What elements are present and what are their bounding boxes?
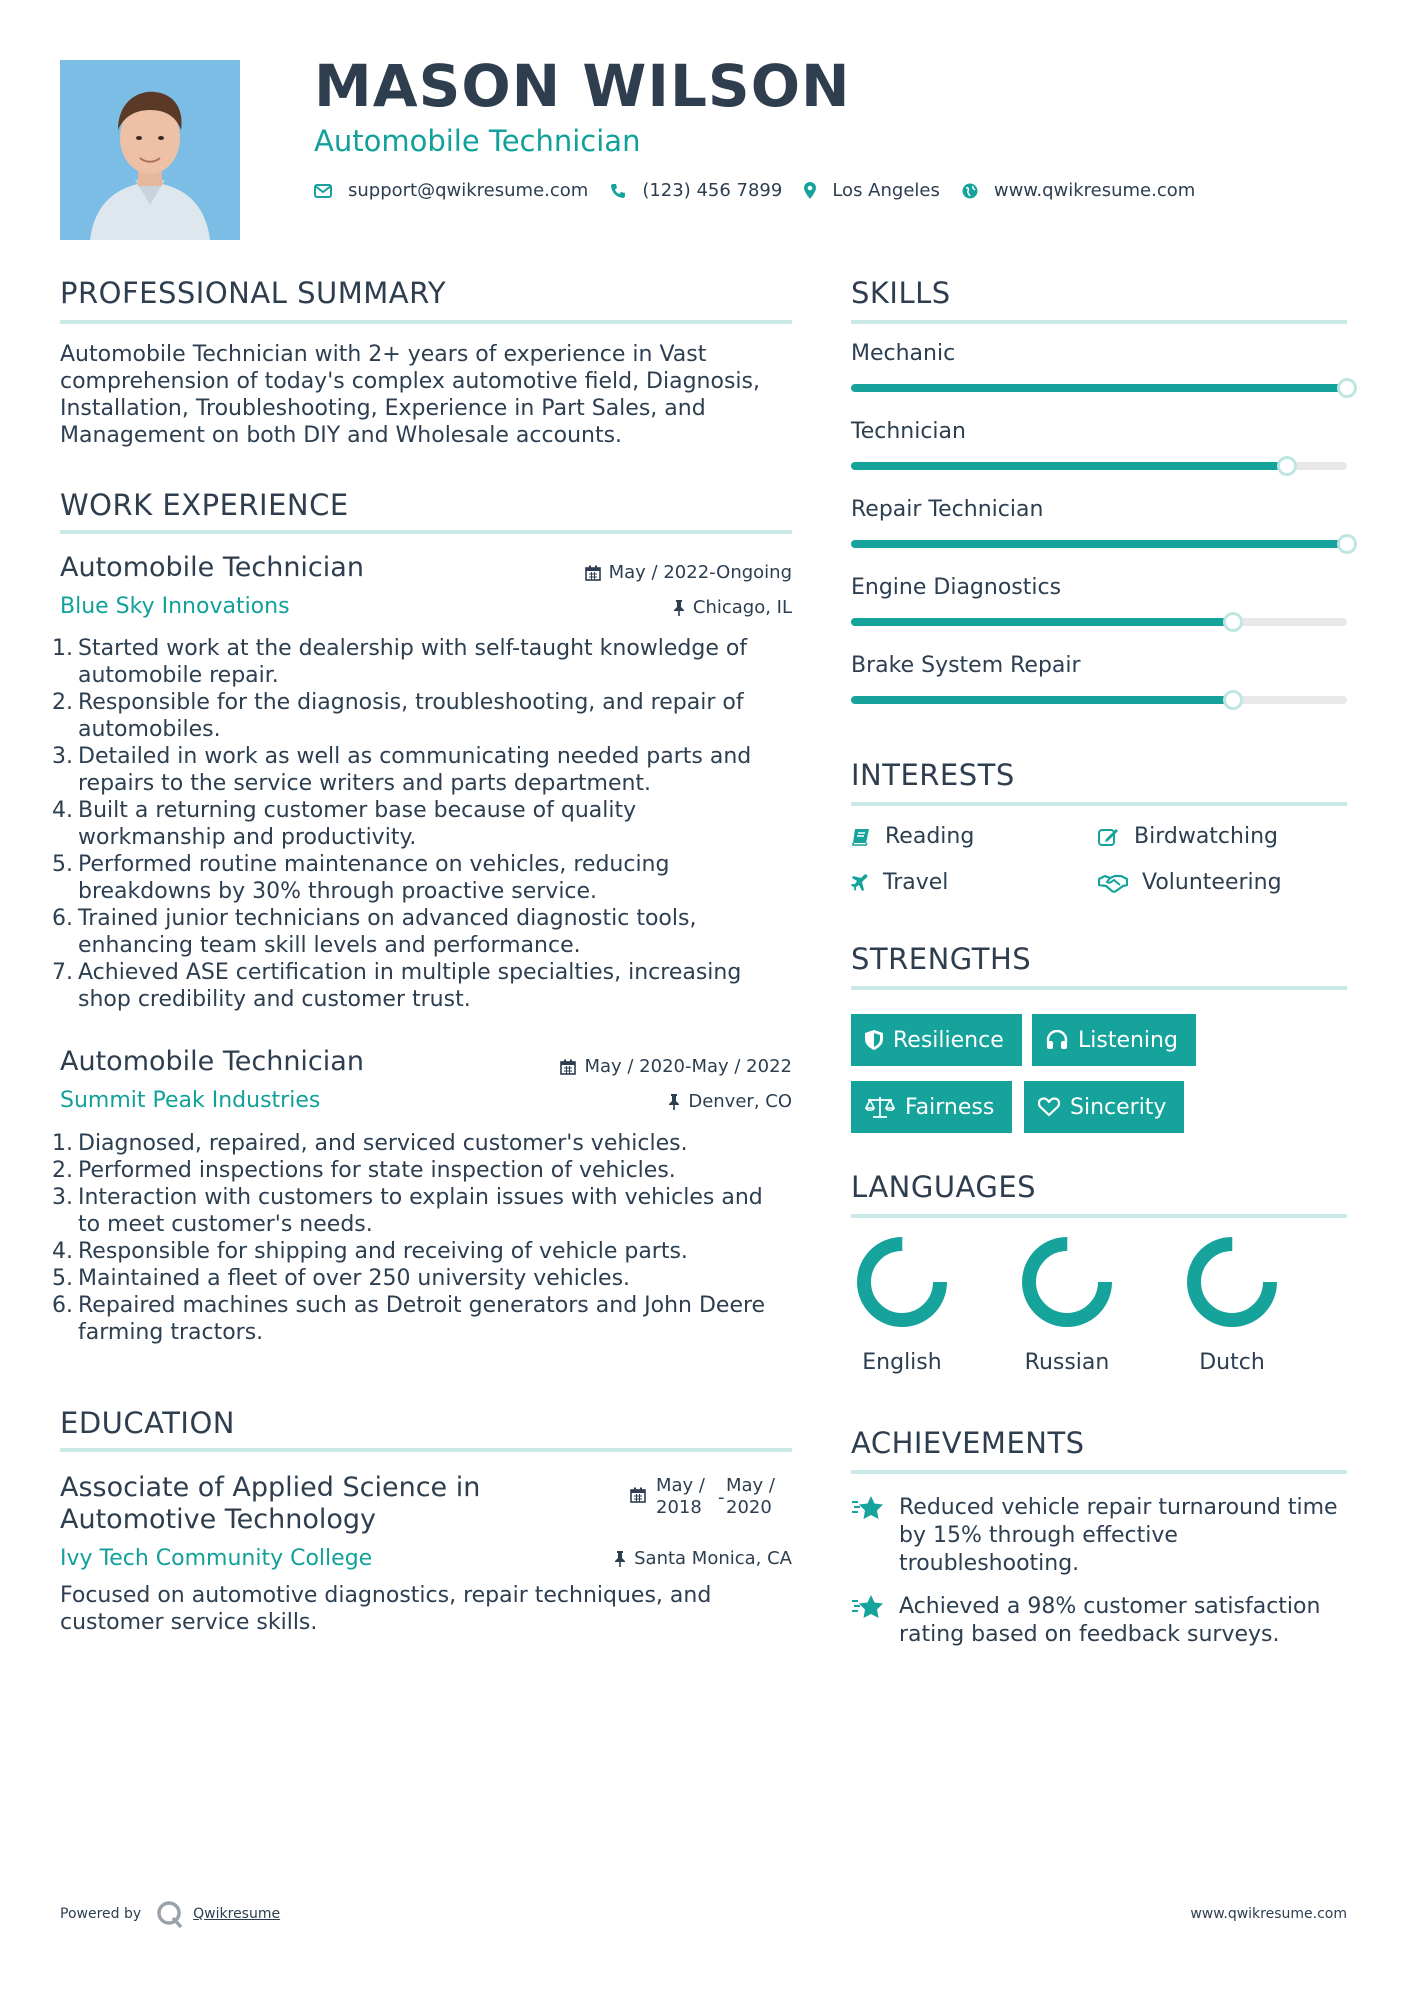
duty-line: breakdowns by 30% through proactive service. <box>78 879 598 904</box>
job-location <box>480 1091 792 1112</box>
duty-number: 1. <box>52 1131 73 1156</box>
summary-heading: PROFESSIONAL SUMMARY <box>60 276 447 310</box>
duty-number: 4. <box>52 798 73 823</box>
interest-label: Travel <box>883 870 949 895</box>
skill-bar <box>851 462 1347 470</box>
edu-date-dash: - <box>718 1487 725 1508</box>
duty-line: workmanship and productivity. <box>78 825 417 850</box>
work-heading: WORK EXPERIENCE <box>60 488 349 522</box>
skill-name: Brake System Repair <box>851 653 1081 678</box>
skill-level-knob <box>1223 612 1243 632</box>
degree-line-2: Automotive Technology <box>60 1504 377 1535</box>
duty-line: Responsible for shipping and receiving of vehicle parts. <box>78 1239 688 1264</box>
candidate-role: Automobile Technician <box>314 124 641 158</box>
edit-icon <box>1098 827 1120 847</box>
strength-label: Listening <box>1078 1027 1178 1053</box>
duty-line: Diagnosed, repaired, and serviced customer's vehicles. <box>78 1131 688 1156</box>
achievements-heading: ACHIEVEMENTS <box>851 1426 1085 1460</box>
duty-line: to meet customer's needs. <box>78 1212 373 1237</box>
email-text: support@qwikresume.com <box>348 180 589 201</box>
job-duties-list <box>52 635 800 1013</box>
job-duties-list <box>52 1130 800 1346</box>
language-name: Dutch <box>1199 1350 1265 1375</box>
star-icon <box>851 1494 885 1522</box>
language-ring <box>1182 1232 1282 1332</box>
duty-line: Built a returning customer base because of quality <box>78 798 637 823</box>
skill-bar <box>851 618 1347 626</box>
duty-item <box>52 635 800 689</box>
book-icon <box>851 827 871 847</box>
strength-label: Fairness <box>905 1094 995 1120</box>
interest-label: Reading <box>885 824 975 849</box>
education-location <box>480 1548 792 1569</box>
duty-item <box>52 1184 800 1238</box>
duty-item <box>52 743 800 797</box>
skill-name: Technician <box>851 419 966 444</box>
strength-label: Resilience <box>893 1027 1004 1053</box>
duty-line: Achieved ASE certification in multiple specialties, increasing <box>78 960 742 985</box>
skills-heading: SKILLS <box>851 276 951 310</box>
duty-item <box>52 905 800 959</box>
achievement-line: rating based on feedback surveys. <box>899 1622 1280 1647</box>
duty-line: farming tractors. <box>78 1320 264 1345</box>
duty-number: 3. <box>52 744 73 769</box>
qwikresume-logo-icon <box>155 1900 185 1928</box>
summary-text: Automobile Technician with 2+ years of experience in Vast comprehension of today's complex automotive field, Diagnosis, Installation, Troubleshooting, Experience in Part Sales, and Management on both DIY and Wholesale accounts. <box>60 342 760 448</box>
duty-number: 5. <box>52 1266 73 1291</box>
plane-icon <box>851 874 869 892</box>
company-name: Blue Sky Innovations <box>60 594 290 619</box>
job-dates-text: May / 2022-Ongoing <box>608 562 792 583</box>
duty-item <box>52 689 800 743</box>
skills-rule <box>851 320 1347 324</box>
interest-label: Volunteering <box>1142 870 1282 895</box>
education-heading: EDUCATION <box>60 1406 236 1440</box>
profile-photo <box>60 60 240 240</box>
skill-bar-fill <box>851 618 1233 626</box>
duty-item <box>52 797 800 851</box>
company-name: Summit Peak Industries <box>60 1088 321 1113</box>
envelope-icon <box>314 184 332 198</box>
skill-bar <box>851 384 1347 392</box>
skill-level-knob <box>1277 456 1297 476</box>
calendar-icon <box>630 1487 646 1503</box>
map-pin-icon <box>804 182 816 199</box>
strength-badge-resilience <box>851 1014 1022 1066</box>
qwikresume-link[interactable]: Qwikresume <box>193 1906 281 1922</box>
interest-label: Birdwatching <box>1134 824 1278 849</box>
duty-item <box>52 1130 800 1157</box>
duty-number: 5. <box>52 852 73 877</box>
language-name: English <box>862 1350 942 1375</box>
interests-rule <box>851 802 1347 806</box>
skill-name: Repair Technician <box>851 497 1044 522</box>
powered-by-label: Powered by <box>60 1906 142 1922</box>
interest-item-reading <box>851 824 974 849</box>
strength-badge-sincerity <box>1024 1081 1184 1133</box>
education-rule <box>60 1448 792 1452</box>
language-name: Russian <box>1024 1350 1110 1375</box>
shield-icon <box>865 1030 883 1050</box>
duty-number: 6. <box>52 906 73 931</box>
footer-powered-by <box>60 1900 280 1928</box>
interest-item-birdwatching <box>1098 824 1278 849</box>
language-ring <box>852 1232 952 1332</box>
language-level-arc <box>1194 1244 1270 1320</box>
achievements-rule <box>851 1470 1347 1474</box>
strengths-rule <box>851 986 1347 990</box>
contact-location <box>804 180 940 201</box>
duty-line: Detailed in work as well as communicating needed parts and <box>78 744 752 769</box>
skill-name: Engine Diagnostics <box>851 575 1062 600</box>
language-level-arc <box>1029 1244 1105 1320</box>
calendar-icon <box>585 565 601 581</box>
degree-line-1: Associate of Applied Science in <box>60 1472 481 1503</box>
achievement-line: Reduced vehicle repair turnaround time <box>899 1495 1338 1520</box>
duty-line: Performed routine maintenance on vehicles, reducing <box>78 852 670 877</box>
skill-bar-fill <box>851 462 1287 470</box>
skill-bar-fill <box>851 384 1347 392</box>
summary-rule <box>60 320 792 324</box>
phone-text: (123) 456 7899 <box>642 180 783 201</box>
interest-item-volunteering <box>1098 870 1282 895</box>
website-text: www.qwikresume.com <box>993 180 1196 201</box>
scale-icon <box>865 1096 895 1118</box>
star-icon <box>851 1593 885 1621</box>
duty-item <box>52 1265 800 1292</box>
skill-name: Mechanic <box>851 341 956 366</box>
interests-heading: INTERESTS <box>851 758 1015 792</box>
duty-line: repairs to the service writers and parts department. <box>78 771 652 796</box>
achievement-line: Achieved a 98% customer satisfaction <box>899 1594 1321 1619</box>
duty-number: 2. <box>52 1158 73 1183</box>
achievement-line: by 15% through effective <box>899 1523 1178 1548</box>
handshake-icon <box>1098 873 1128 893</box>
skill-bar-fill <box>851 696 1233 704</box>
education-description: Focused on automotive diagnostics, repair techniques, and customer service skills. <box>60 1583 712 1635</box>
duty-line: enhancing team skill levels and performance. <box>78 933 581 958</box>
duty-number: 2. <box>52 690 73 715</box>
headphones-icon <box>1046 1030 1068 1050</box>
duty-line: Repaired machines such as Detroit generators and John Deere <box>78 1293 766 1318</box>
duty-number: 4. <box>52 1239 73 1264</box>
location-text: Los Angeles <box>832 180 940 201</box>
duty-number: 1. <box>52 636 73 661</box>
skill-level-knob <box>1337 378 1357 398</box>
language-ring <box>1017 1232 1117 1332</box>
duty-item <box>52 1292 800 1346</box>
duty-number: 6. <box>52 1293 73 1318</box>
duty-number: 7. <box>52 960 73 985</box>
duty-line: Maintained a fleet of over 250 university vehicles. <box>78 1266 631 1291</box>
achievement-line: troubleshooting. <box>899 1551 1080 1576</box>
footer-website[interactable]: www.qwikresume.com <box>1190 1906 1347 1922</box>
duty-line: automobiles. <box>78 717 221 742</box>
education-dates <box>630 1475 792 1519</box>
job-dates <box>480 1056 792 1077</box>
job-location-text: Chicago, IL <box>692 597 792 618</box>
candidate-name: MASON WILSON <box>314 52 851 120</box>
duty-line: shop credibility and customer trust. <box>78 987 471 1012</box>
duty-line: automobile repair. <box>78 663 279 688</box>
edu-end-month: May / <box>726 1475 775 1496</box>
languages-rule <box>851 1214 1347 1218</box>
contact-website[interactable] <box>962 180 1195 201</box>
heart-icon <box>1038 1097 1060 1117</box>
school-name: Ivy Tech Community College <box>60 1546 373 1571</box>
skill-bar <box>851 540 1347 548</box>
education-location-text: Santa Monica, CA <box>634 1548 792 1569</box>
pin-icon <box>673 600 685 616</box>
duty-item <box>52 851 800 905</box>
duty-line: Started work at the dealership with self-taught knowledge of <box>78 636 748 661</box>
duty-item <box>52 1157 800 1184</box>
calendar-icon <box>560 1059 576 1075</box>
skill-bar <box>851 696 1347 704</box>
strength-badge-listening <box>1032 1014 1196 1066</box>
contact-phone[interactable] <box>610 180 782 201</box>
duty-line: Responsible for the diagnosis, troubleshooting, and repair of <box>78 690 744 715</box>
strengths-heading: STRENGTHS <box>851 942 1032 976</box>
skill-bar-fill <box>851 540 1347 548</box>
duty-line: Performed inspections for state inspection of vehicles. <box>78 1158 676 1183</box>
strength-label: Sincerity <box>1070 1094 1167 1120</box>
duty-line: Trained junior technicians on advanced diagnostic tools, <box>78 906 697 931</box>
duty-number: 3. <box>52 1185 73 1210</box>
pin-icon <box>668 1094 680 1110</box>
job-title: Automobile Technician <box>60 1046 364 1077</box>
strength-badge-fairness <box>851 1081 1012 1133</box>
job-location-text: Denver, CO <box>688 1091 792 1112</box>
edu-end-year: 2020 <box>726 1497 772 1518</box>
globe-icon <box>962 183 978 199</box>
achievement-item <box>851 1494 1351 1578</box>
work-rule <box>60 530 792 534</box>
duty-item <box>52 959 800 1013</box>
languages-heading: LANGUAGES <box>851 1170 1037 1204</box>
interest-item-travel <box>851 870 948 895</box>
job-dates-text: May / 2020-May / 2022 <box>584 1056 792 1077</box>
pin-icon <box>614 1551 626 1567</box>
job-dates <box>480 562 792 583</box>
phone-icon <box>610 183 626 199</box>
language-level-arc <box>864 1244 940 1320</box>
contact-email[interactable] <box>314 180 588 201</box>
job-title: Automobile Technician <box>60 552 364 583</box>
job-location <box>480 597 792 618</box>
edu-start-year: 2018 <box>656 1497 702 1518</box>
duty-item <box>52 1238 800 1265</box>
achievement-item <box>851 1593 1351 1649</box>
duty-line: Interaction with customers to explain issues with vehicles and <box>78 1185 763 1210</box>
edu-start-month: May / <box>656 1475 705 1496</box>
skill-level-knob <box>1223 690 1243 710</box>
contact-bar <box>314 180 1217 201</box>
skill-level-knob <box>1337 534 1357 554</box>
